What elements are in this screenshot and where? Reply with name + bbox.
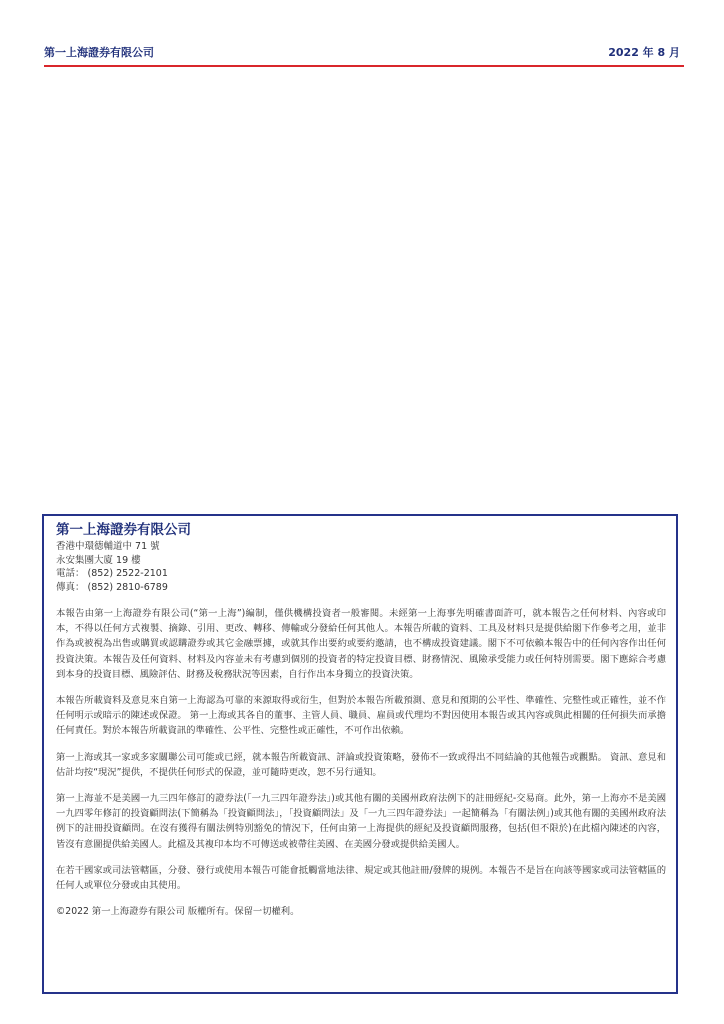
disclaimer-paragraph: 本報告所載資料及意見來自第一上海認為可靠的來源取得或衍生，但對於本報告所載預測、意見和預期的公平性、準確性、完整性或正確性，並不作任何明示或暗示的陳述或保證。 第一上海或其各自的董事、主管人員、職員、雇員或代理均不對因使用本報告或其內容或與此相關的任何損失而承擔任何責任。對於本報告所載資訊的準確性、公平性、完整性或正確性，不可作出依賴。 <box>56 695 666 737</box>
disclaimer-company-name: 第一上海證券有限公司 <box>56 522 191 538</box>
disclaimer-paragraph: 在若干國家或司法管轄區，分發、發行或使用本報告可能會抵觸當地法律、規定或其他註冊/發牌的規例。本報告不是旨在向該等國家或司法管轄區的任何人或單位分發或由其使用。 <box>56 864 666 892</box>
copyright-notice: ©2022 第一上海證券有限公司 版權所有。保留一切權利。 <box>56 906 300 918</box>
fax-number: 傳真： (852) 2810-6789 <box>56 581 168 593</box>
disclaimer-paragraph: 本報告由第一上海證券有限公司(“第一上海”)編制，僅供機構投資者一般審閱。未經第一上海事先明確書面許可，就本報告之任何材料、內容或印本，不得以任何方式複製、摘錄、引用、更改、轉移、傳輸或分發給任何其他人。本報告所載的資料、工具及材料只是提供給閣下作參考之用，並非作為或被視為出售或購買或認購證券或其它金融票據，或就其作出要約或要約邀請，也不構成投資建議。閣下不可依賴本報告中的任何內容作出任何投資決策。本報告及任何資料、材料及內容並未有考慮到個別的投資者的特定投資目標、財務情況、風險承受能力或任何特別需要。閣下應綜合考慮到本身的投資目標、風險評估、財務及稅務狀況等因素，自行作出本身獨立的投資決策。 <box>56 608 666 680</box>
header-company-name: 第一上海證券有限公司 <box>44 46 154 59</box>
header-date: 2022 年 8 月 <box>608 46 680 59</box>
address-line-1: 香港中環德輔道中 71 號 <box>56 541 160 552</box>
page-header <box>44 43 684 67</box>
disclaimer-box <box>42 514 678 994</box>
disclaimer-paragraph: 第一上海並不是美國一九三四年修訂的證券法(「一九三四年證券法」)或其他有關的美國州政府法例下的註冊經紀-交易商。此外，第一上海亦不是美國一九四零年修訂的投資顧問法(下簡稱為「投資顧問法」，「投資顧問法」及「一九三四年證券法」一起簡稱為「有關法例」)或其他有關的美國州政府法例下的註冊投資顧問。在沒有獲得有關法例特別豁免的情況下，任何由第一上海提供的經紀及投資顧問服務，包括(但不限於)在此檔內陳述的內容，皆沒有意圖提供給美國人。此檔及其複印本均不可傳送或被帶往美國、在美國分發或提供給美國人。 <box>56 793 666 850</box>
phone-number: 電話： (852) 2522-2101 <box>56 568 168 579</box>
address-line-2: 永安集團大廈 19 樓 <box>56 554 141 566</box>
disclaimer-paragraph: 第一上海或其一家或多家關聯公司可能或已經，就本報告所載資訊、評論或投資策略，發佈不一致或得出不同結論的其他報告或觀點。 資訊、意見和估計均按“現況”提供，不提供任何形式的保證，並可隨時更改，恕不另行通知。 <box>56 751 666 778</box>
